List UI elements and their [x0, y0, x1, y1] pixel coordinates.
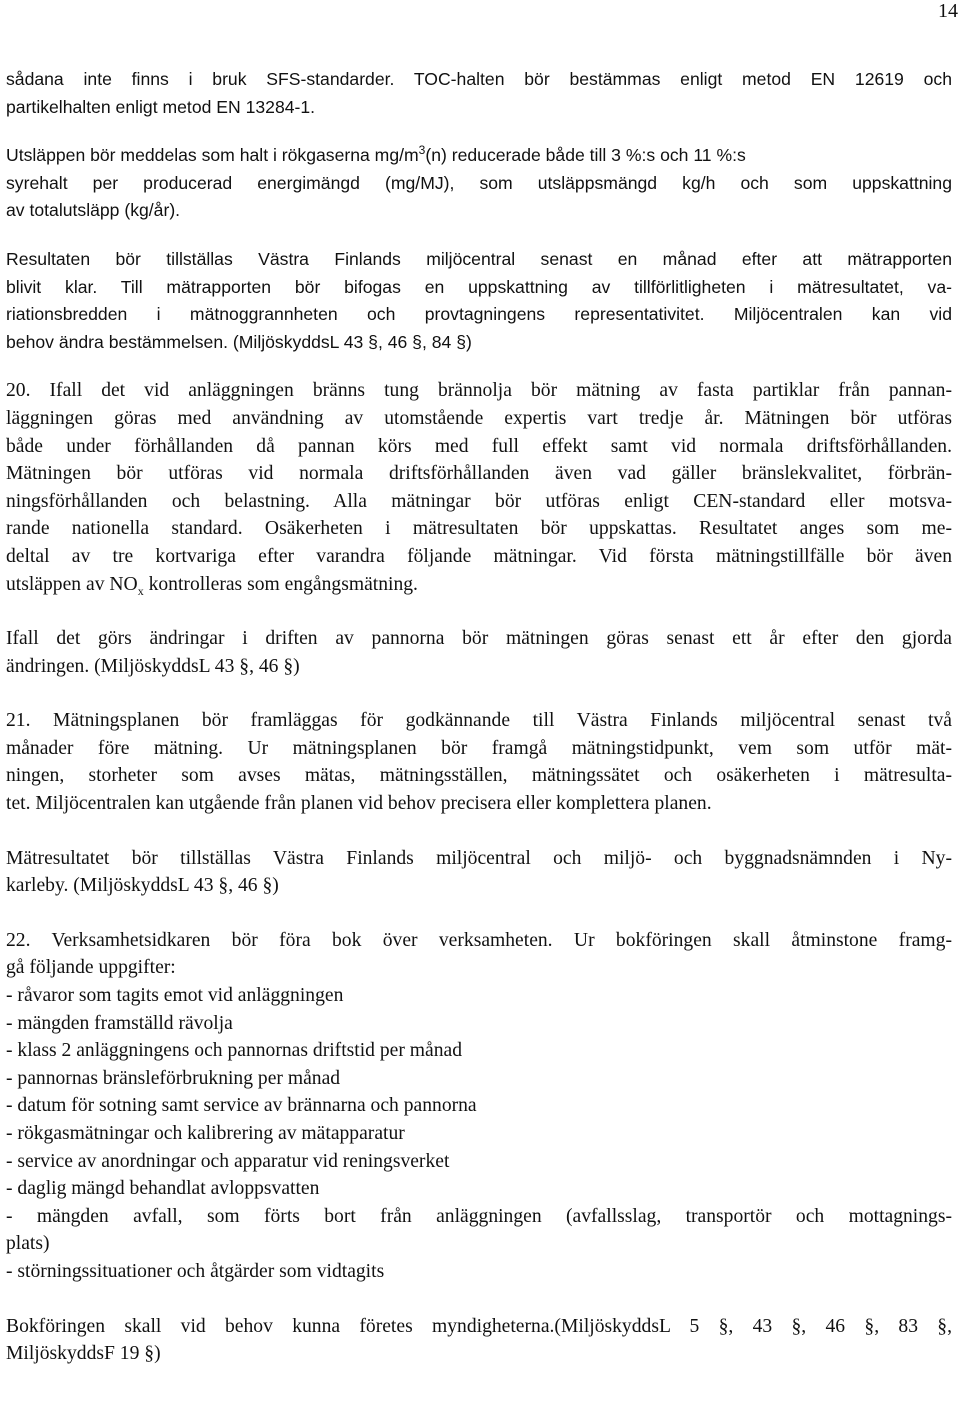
paragraph-results-submission [6, 246, 952, 356]
document-body [6, 66, 952, 1368]
text-line: Ifall det görs ändringar i driften av pannorna bör mätningen göras senast ett år efter den gjorda [6, 628, 952, 650]
page-number: 14 [938, 0, 958, 22]
text-line: MiljöskyddsF 19 §) [6, 1343, 161, 1365]
text-line: blivit klar. Till mätrapporten bör bifogas en uppskattning av tillförlitligheten i mätresultatet, va- [6, 276, 952, 297]
text-line: sådana inte finns i bruk SFS-standarder. TOC-halten bör bestämmas enligt metod EN 12619 och [6, 69, 952, 89]
subscript: x [137, 583, 144, 598]
text-line: av totalutsläpp (kg/år). [6, 200, 181, 221]
text-line: 20. Ifall det vid anläggningen bränns tung brännolja bör mätning av fasta partiklar från pannan- [6, 380, 952, 402]
text-line: ningsförhållanden och belastning. Alla mätningar bör utföras enligt CEN-standard eller motsva- [6, 490, 952, 512]
text-line: ändringen. (MiljöskyddsL 43 §, 46 §) [6, 655, 300, 677]
list-item: - mängden avfall, som förts bort från anläggningen (avfallsslag, transportör och mottagnings- [6, 1205, 952, 1227]
text-line: gå följande uppgifter: [6, 957, 176, 979]
text-line: 21. Mätningsplanen bör framläggas för godkännande till Västra Finlands miljöcentral senast två [6, 710, 952, 732]
text-line [6, 142, 952, 170]
paragraph-changes [6, 625, 952, 680]
list-item: - råvaror som tagits emot vid anläggningen [6, 985, 344, 1007]
text-line: behov ändra bestämmelsen. (MiljöskyddsL 43 §, 46 §, 84 §) [6, 331, 472, 352]
list-item: - rökgasmätningar och kalibrering av mätapparatur [6, 1123, 405, 1144]
text-line: Bokföringen skall vid behov kunna företes myndigheterna.(MiljöskyddsL 5 §, 43 §, 46 §, 83 §, [6, 1315, 952, 1337]
list-item: - daglig mängd behandlat avloppsvatten [6, 1178, 320, 1200]
text-fragment: (n) reducerade både till 3 %:s och 11 %:s [425, 145, 746, 166]
text-line: deltal av tre kortvariga efter varandra följande mätningar. Vid första mätningstillfälle bör även [6, 545, 952, 567]
text-line: partikelhalten enligt metod EN 13284-1. [6, 96, 316, 117]
superscript: 3 [418, 143, 426, 158]
text-line: riationsbredden i mätnoggrannheten och provtagningens representativitet. Miljöcentralen kan vid [6, 304, 952, 325]
list-item: - datum för sotning samt service av brännarna och pannorna [6, 1095, 477, 1117]
list-item: - klass 2 anläggningens och pannornas driftstid per månad [6, 1040, 462, 1062]
paragraph-toc-method [6, 66, 952, 121]
paragraph-bookkeeping [6, 1313, 952, 1368]
paragraph-20 [6, 377, 952, 598]
text-fragment: kontrolleras som engångsmätning. [143, 573, 418, 595]
list-item: - störningssituationer och åtgärder som vidtagits [6, 1260, 385, 1282]
text-line: Resultaten bör tillställas Västra Finlands miljöcentral senast en månad efter att mätrapporten [6, 248, 952, 269]
text-line [6, 571, 952, 599]
list-item: - pannornas bränsleförbrukning per månad [6, 1067, 341, 1089]
list-item: - mängden framställd rävolja [6, 1012, 233, 1034]
text-line: ningen, storheter som avses mätas, mätningsställen, mätningssätet och osäkerheten i mätresulta- [6, 765, 952, 787]
text-line: både under förhållanden då pannan körs med full effekt samt vid normala driftsförhållanden. [6, 435, 952, 457]
text-fragment: utsläppen av NO [6, 573, 138, 595]
text-line: tet. Miljöcentralen kan utgående från planen vid behov precisera eller komplettera planen. [6, 793, 712, 815]
list-item: - service av anordningar och apparatur vid reningsverket [6, 1150, 450, 1172]
paragraph-21 [6, 707, 952, 817]
text-line: rande nationella standard. Osäkerheten i mätresultaten bör uppskattas. Resultatet anges som me- [6, 518, 952, 540]
text-line: läggningen göras med användning av utomstående expertis vart tredje år. Mätningen bör utföras [6, 407, 952, 429]
text-fragment: Utsläppen bör meddelas som halt i rökgaserna mg/m [6, 145, 419, 166]
paragraph-measurement-results [6, 845, 952, 900]
paragraph-22 [6, 927, 952, 1286]
text-line: 22. Verksamhetsidkaren bör föra bok över verksamheten. Ur bokföringen skall åtminstone framg- [6, 929, 952, 951]
text-line: månader före mätning. Ur mätningsplanen bör framgå mätningstidpunkt, vem som utför mät- [6, 737, 952, 759]
list-item: plats) [6, 1233, 50, 1255]
text-line: Mätningen bör utföras vid normala driftsförhållanden även vad gäller bränslekvalitet, förbrän- [6, 463, 952, 485]
paragraph-emission-reporting [6, 142, 952, 225]
text-line: syrehalt per producerad energimängd (mg/MJ), som utsläppsmängd kg/h och som uppskattning [6, 172, 952, 193]
text-line: karleby. (MiljöskyddsL 43 §, 46 §) [6, 875, 279, 897]
text-line: Mätresultatet bör tillställas Västra Finlands miljöcentral och miljö- och byggnadsnämnden i Ny- [6, 847, 952, 869]
